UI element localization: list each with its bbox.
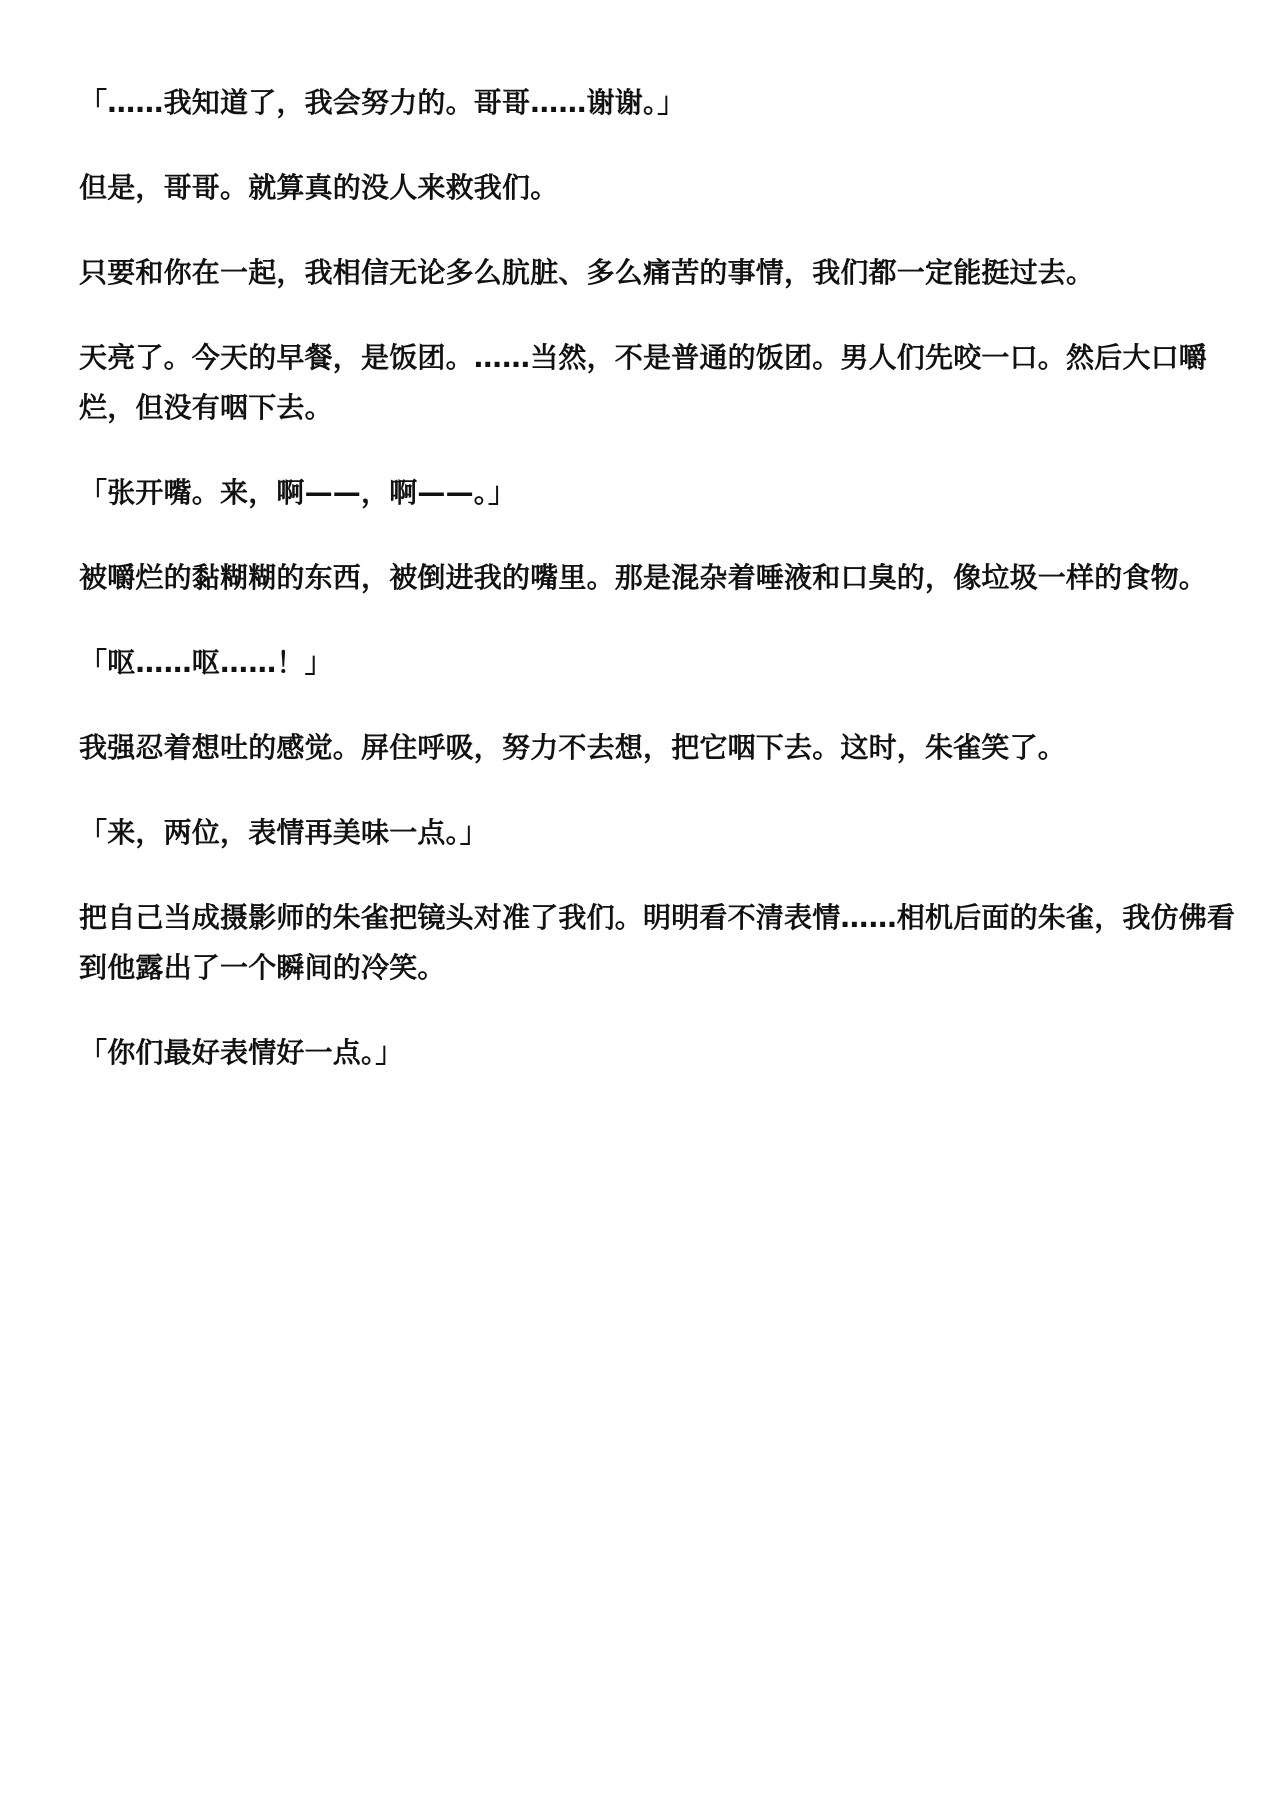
paragraph: 「呕……呕……！」 <box>79 646 333 679</box>
paragraph: 天亮了。今天的早餐，是饭团。……当然，不是普通的饭团。男人们先咬一口。然后大口嚼烂，但没有咽下去。 <box>79 341 1208 424</box>
paragraph: 「张开嘴。来，啊——，啊——。」 <box>79 476 517 509</box>
paragraph: 「来，两位，表情再美味一点。」 <box>79 816 489 849</box>
paragraph: 「你们最好表情好一点。」 <box>79 1036 404 1069</box>
text-body <box>79 78 1239 1113</box>
paragraph: 「……我知道了，我会努力的。哥哥……谢谢。」 <box>79 86 686 119</box>
paragraph: 只要和你在一起，我相信无论多么肮脏、多么痛苦的事情，我们都一定能挺过去。 <box>79 256 1095 289</box>
paragraph: 被嚼烂的黏糊糊的东西，被倒进我的嘴里。那是混杂着唾液和口臭的，像垃圾一样的食物。 <box>79 561 1208 594</box>
paragraph: 把自己当成摄影师的朱雀把镜头对准了我们。明明看不清表情……相机后面的朱雀，我仿佛看到他露出了一个瞬间的冷笑。 <box>79 901 1236 984</box>
paragraph: 但是，哥哥。就算真的没人来救我们。 <box>79 171 559 204</box>
paragraph: 我强忍着想吐的感觉。屏住呼吸，努力不去想，把它咽下去。这时，朱雀笑了。 <box>79 731 1067 764</box>
